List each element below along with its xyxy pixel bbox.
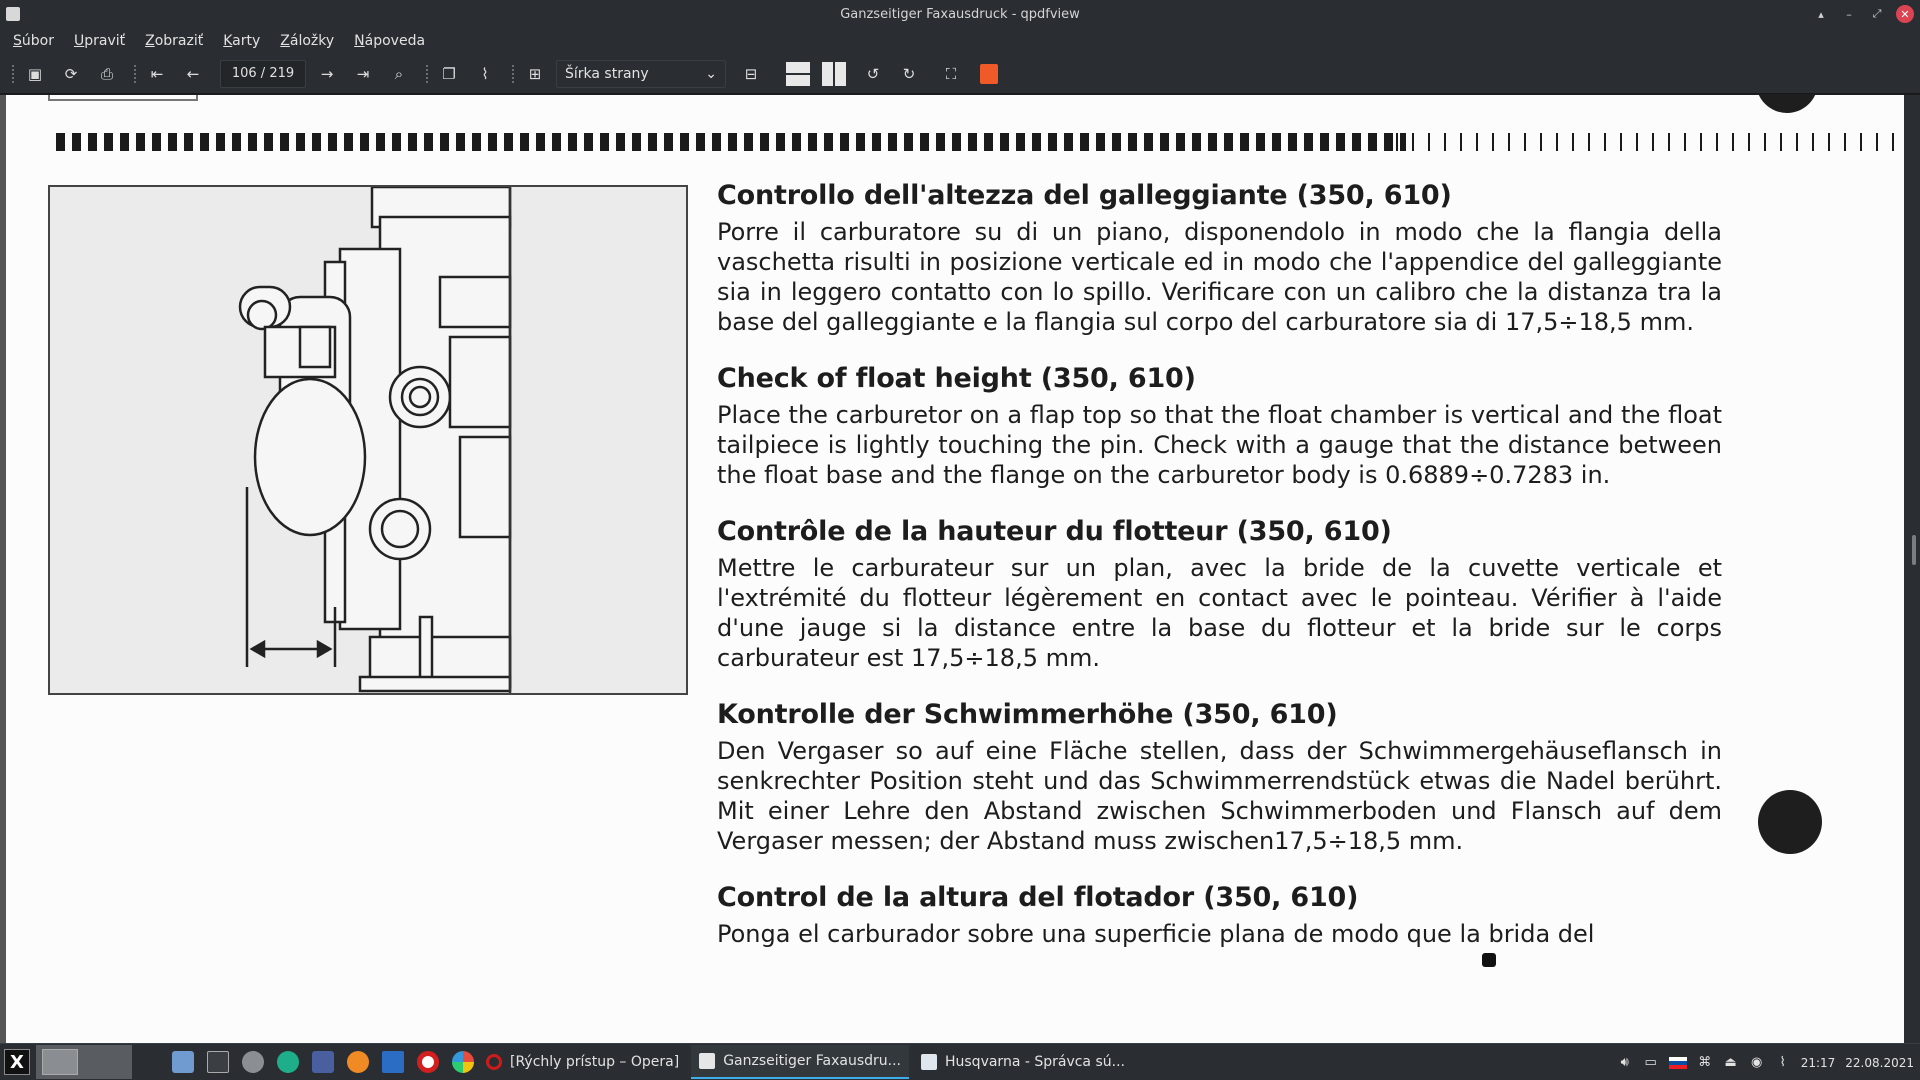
- carburetor-illustration: [48, 185, 688, 695]
- section-english: [717, 363, 1722, 490]
- task-label: Ganzseitiger Faxausdru...: [723, 1053, 901, 1069]
- start-menu-button[interactable]: X: [4, 1049, 30, 1075]
- carburetor-drawing: [50, 187, 688, 695]
- rotate-right-icon[interactable]: ↻: [902, 64, 916, 83]
- taskbar: [0, 1043, 1920, 1080]
- network-icon[interactable]: ⌘: [1698, 1055, 1712, 1070]
- menu-bookmarks[interactable]: Záložky: [280, 33, 335, 49]
- menu-help[interactable]: Nápoveda: [354, 33, 426, 49]
- section-body: Ponga el carburador sobre una superficie plana de modo que la brida del: [717, 920, 1595, 948]
- updates-icon[interactable]: ◉: [1751, 1055, 1763, 1070]
- chevron-down-icon: ⌄: [705, 65, 717, 82]
- section-body: Den Vergaser so auf eine Fläche stellen, dass der Schwimmergehäuseflansch in senkrechter Position steht und das Schwimmerrendstück etwas die Nadel berührt. Mit einer Lehre den Abstand zwischen Schwimmerboden und Flansch auf dem Vergaser messen; der Abstand muss zwischen17,5÷18,5 mm.: [717, 737, 1722, 855]
- toolbar: [0, 54, 1920, 94]
- flag-app-icon[interactable]: [312, 1051, 334, 1073]
- section-heading: Check of float height (350, 610): [717, 363, 1196, 394]
- network-app-icon[interactable]: [277, 1051, 299, 1073]
- toolbar-separator: [512, 65, 514, 83]
- scrollbar-thumb[interactable]: [1912, 535, 1916, 565]
- clipboard-icon[interactable]: ⌇: [1779, 1055, 1786, 1070]
- display-icon[interactable]: ▭: [1644, 1055, 1657, 1070]
- refresh-icon[interactable]: ⟳: [64, 64, 78, 83]
- settings-icon[interactable]: [242, 1051, 264, 1073]
- task-opera[interactable]: [478, 1045, 687, 1079]
- section-heading: Kontrolle der Schwimmerhöhe (350, 610): [717, 699, 1338, 730]
- last-page-icon[interactable]: ⇥: [356, 64, 370, 83]
- border-strip: [56, 133, 1406, 151]
- vertical-scrollbar[interactable]: [1904, 95, 1920, 1043]
- zoom-select-value: Šírka strany: [565, 65, 649, 82]
- desktop-thumbnail[interactable]: [42, 1049, 78, 1075]
- desktop-pager[interactable]: [36, 1045, 132, 1079]
- section-body: Place the carburetor on a flap top so that the float chamber is vertical and the float tailpiece is lightly touching the pin. Check with a gauge that the distance between the float base and the flange on the carburetor body is 0.6889÷0.7283 in.: [717, 401, 1722, 489]
- keyboard-layout-flag-icon[interactable]: [1669, 1057, 1687, 1069]
- opera-icon[interactable]: [417, 1051, 439, 1073]
- menu-view[interactable]: Zobraziť: [145, 33, 204, 49]
- border-strip-ticks: [1396, 133, 1896, 151]
- copy-icon[interactable]: ❐: [442, 64, 456, 83]
- menu-edit[interactable]: Upraviť: [73, 33, 126, 49]
- two-page-layout-icon[interactable]: [822, 62, 846, 86]
- presentation-icon[interactable]: [980, 64, 998, 84]
- rotate-left-icon[interactable]: ↺: [866, 64, 880, 83]
- fullscreen-icon[interactable]: ⛶: [945, 64, 957, 83]
- firefox-icon[interactable]: [347, 1051, 369, 1073]
- section-body: Porre il carburatore su di un piano, disponendolo in modo che la flangia della vaschetta risulti in posizione verticale ed in modo che l'appendice del galleggiante sia in leggero contatto con lo spillo. Verificare con un calibro che la distanza tra la base del galleggiante e la flangia sul corpo del carburatore sia di 17,5÷18,5 mm.: [717, 218, 1722, 336]
- punch-hole-mark: [1758, 790, 1822, 854]
- hand-cursor-icon: [1482, 953, 1496, 967]
- section-body: Mettre le carburateur sur un plan, avec la bride de la cuvette verticale et l'extrémité du flotteur légèrement en contact avec le pointeau. Vérifier à l'aide d'une jauge si la distance entre la base du flotteur et la bride sur le corps carburateur est 17,5÷18,5 mm.: [717, 554, 1722, 672]
- instruction-text: [717, 180, 1722, 975]
- terminal-icon[interactable]: [207, 1051, 229, 1073]
- first-page-icon[interactable]: ⇤: [150, 64, 164, 83]
- section-german: [717, 699, 1722, 856]
- attachment-icon[interactable]: ⌇: [481, 64, 489, 83]
- writer-icon[interactable]: [382, 1051, 404, 1073]
- toolbar-separator: [426, 65, 428, 83]
- menu-file[interactable]: Súbor: [13, 33, 54, 49]
- section-spanish: [717, 882, 1722, 949]
- clock[interactable]: 21:17: [1800, 1055, 1836, 1070]
- single-page-layout-icon[interactable]: [786, 62, 810, 86]
- menu-bar: [0, 28, 1920, 54]
- task-qpdfview[interactable]: [691, 1045, 909, 1079]
- page-number-input[interactable]: 106 / 219: [220, 60, 306, 88]
- search-icon[interactable]: ⌕: [394, 64, 404, 83]
- page-frame-fragment: [48, 95, 198, 101]
- maximize-button[interactable]: ⤢: [1872, 7, 1882, 20]
- section-heading: Controllo dell'altezza del galleggiante (350, 610): [717, 180, 1452, 211]
- title-bar: [0, 0, 1920, 28]
- punch-hole-mark: [1756, 95, 1818, 113]
- app-icon[interactable]: [6, 7, 20, 21]
- system-tray: [1617, 1044, 1914, 1080]
- print-icon[interactable]: ⎙: [100, 64, 113, 83]
- toolbar-separator: [134, 65, 136, 83]
- previous-page-icon[interactable]: ←: [186, 64, 200, 83]
- section-french: [717, 516, 1722, 673]
- keep-above-button[interactable]: ▴: [1818, 7, 1824, 21]
- opera-icon: [486, 1054, 502, 1070]
- task-label: Husqvarna - Správca sú...: [944, 1054, 1125, 1070]
- next-page-icon[interactable]: →: [320, 64, 334, 83]
- window-title: Ganzseitiger Faxausdruck - qpdfview: [840, 6, 1080, 22]
- document-view[interactable]: [0, 95, 1920, 1043]
- task-file-manager[interactable]: [913, 1045, 1133, 1079]
- section-heading: Contrôle de la hauteur du flotteur (350, 610): [717, 516, 1392, 547]
- eject-icon[interactable]: ⏏: [1724, 1055, 1737, 1070]
- open-icon[interactable]: ▣: [27, 64, 43, 83]
- photos-icon[interactable]: [452, 1051, 474, 1073]
- document-icon: [699, 1053, 715, 1069]
- zoom-in-icon[interactable]: ⊞: [528, 64, 542, 83]
- section-italian: [717, 180, 1722, 337]
- pdf-page: [6, 95, 1904, 1043]
- toolbar-handle[interactable]: [12, 65, 14, 83]
- task-label: [Rýchly prístup – Opera]: [510, 1054, 680, 1070]
- date[interactable]: 22.08.2021: [1845, 1055, 1914, 1070]
- zoom-select[interactable]: [556, 60, 726, 88]
- menu-tabs[interactable]: Karty: [223, 33, 261, 49]
- zoom-out-icon[interactable]: ⊟: [744, 64, 758, 83]
- folder-icon: [921, 1054, 937, 1070]
- file-manager-icon[interactable]: [172, 1051, 194, 1073]
- section-heading: Control de la altura del flotador (350, 610): [717, 882, 1359, 913]
- volume-icon[interactable]: 🔊︎: [1620, 1055, 1629, 1070]
- close-button[interactable]: ✕: [1896, 5, 1914, 23]
- minimize-button[interactable]: –: [1846, 7, 1852, 21]
